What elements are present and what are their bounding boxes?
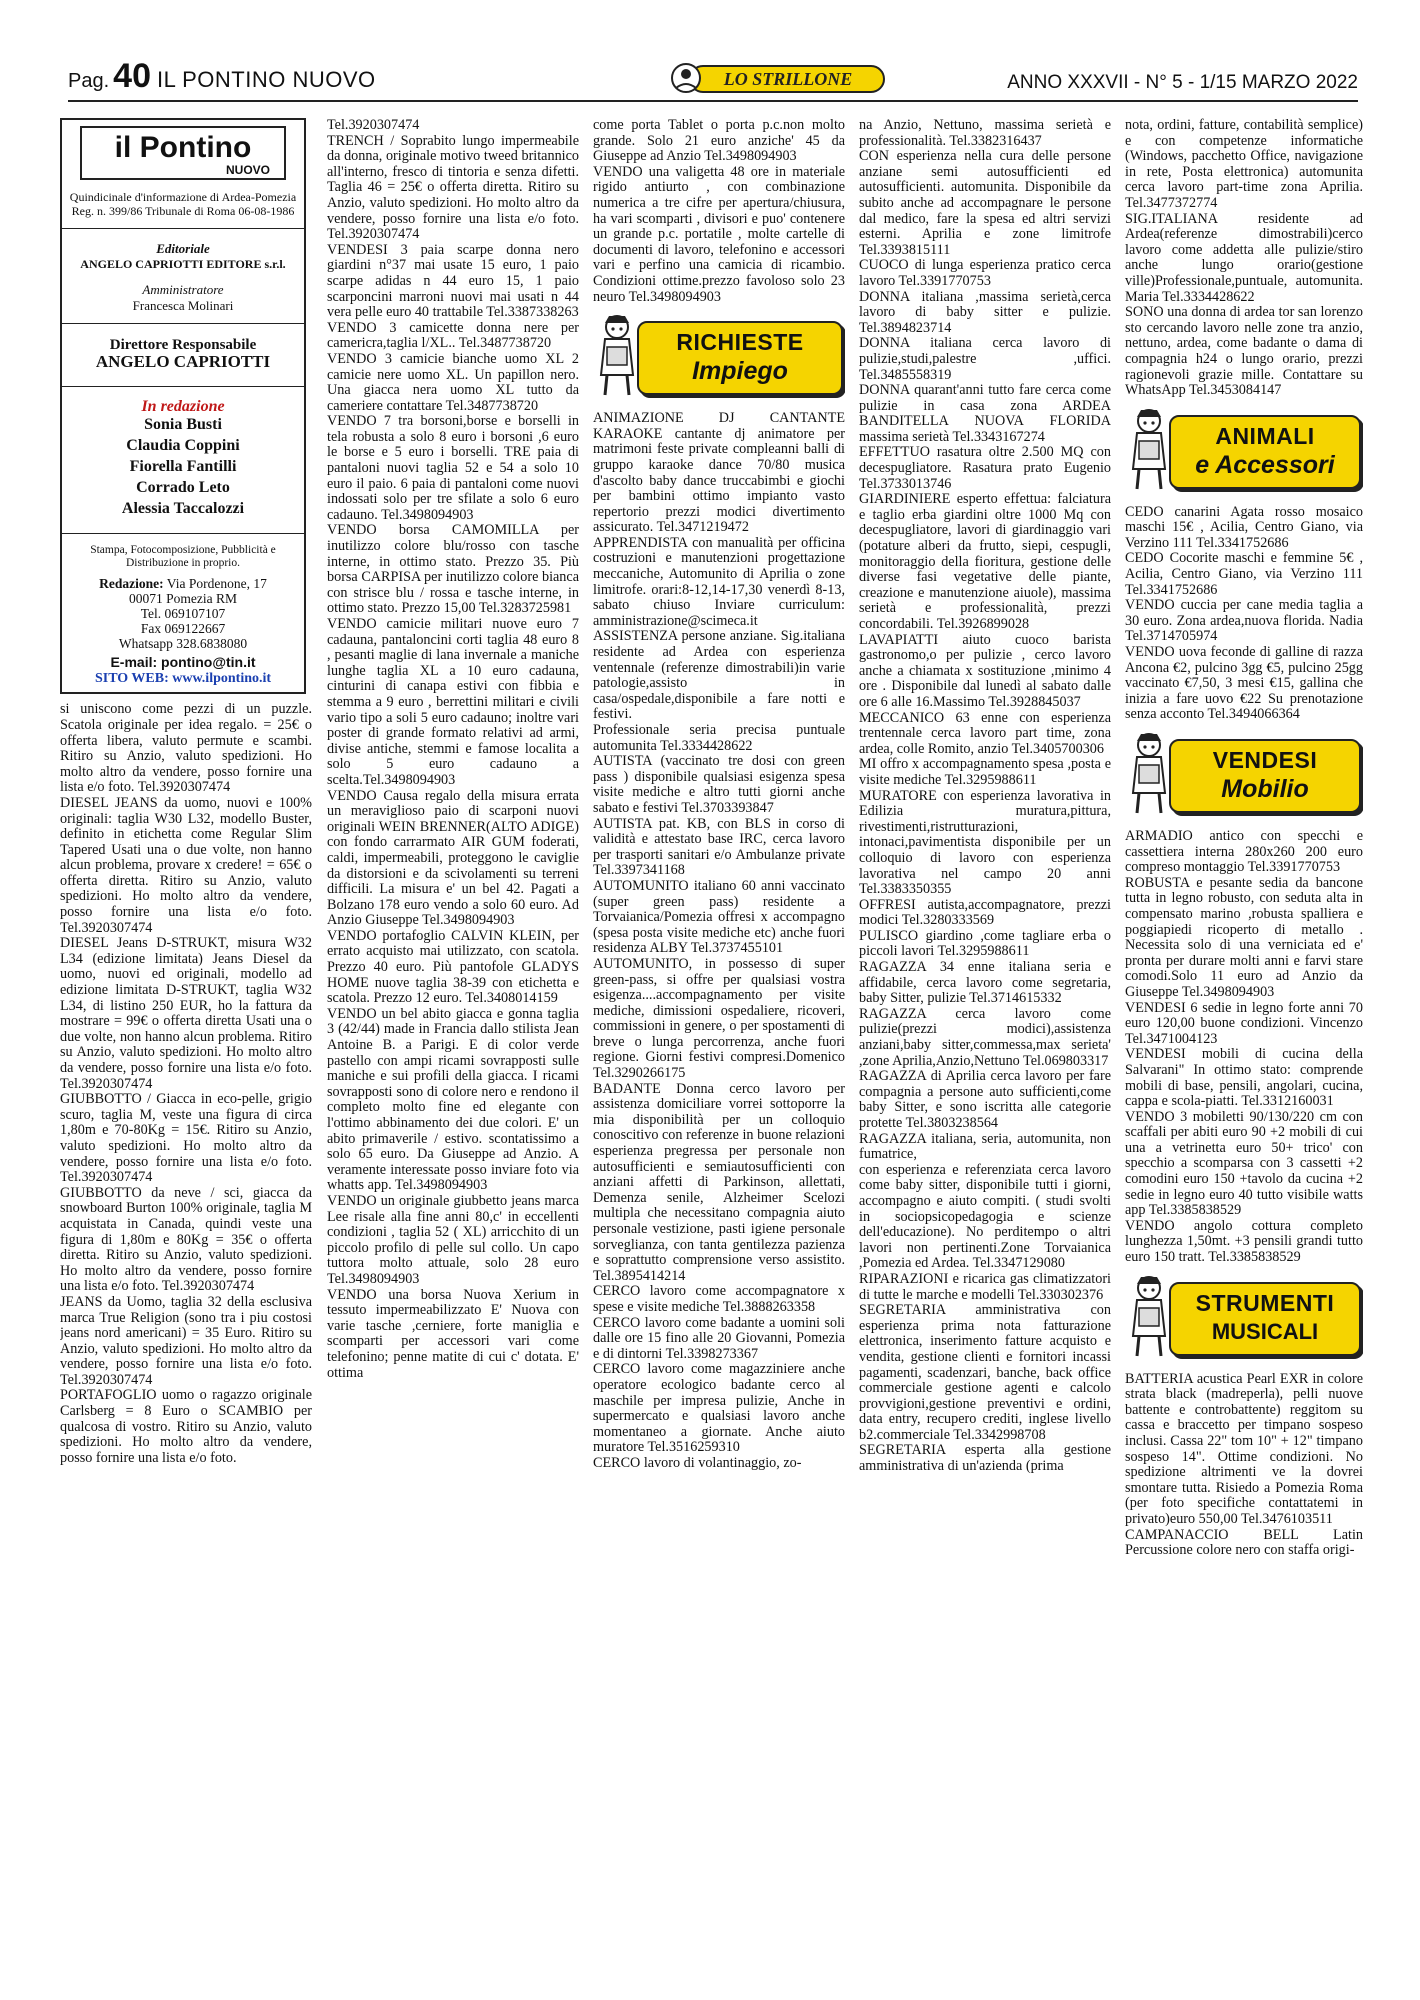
address-block bbox=[62, 576, 304, 651]
classified-ad: VENDO cuccia per cane media taglia a 30 euro. Zona ardea,nuova florida. Nadia Tel.3714705974 bbox=[1125, 597, 1363, 645]
newsboy-icon bbox=[1125, 405, 1171, 493]
issue-info: ANNO XXXVII - N° 5 - 1/15 MARZO 2022 bbox=[1007, 72, 1358, 93]
classified-ad: CERCO lavoro come badante a uomini soli dalle ore 15 fino alle 20 Giovanni, Pomezia e di dintorni Tel.3398273367 bbox=[593, 1314, 845, 1362]
fax: Fax 069122667 bbox=[140, 621, 226, 637]
classified-ad: JEANS da Uomo, taglia 32 della esclusiva marca True Religion (sono tra i piu costosi jeans nord americani) = 35 Euro. Ritiro su Anzio, valuto spedizioni. Ho molto altro da vendere, posso fornire una lista e/o foto. Tel.3920307474 bbox=[60, 1293, 312, 1388]
classified-ad: AUTISTA (vaccinato tre dosi con green pass ) disponibile qualsiasi esigenza spesa visite mediche e altro tutti giorni anche sabato e festivi Tel.3703393847 bbox=[593, 753, 845, 816]
page-header bbox=[68, 58, 1358, 102]
classified-ad: AUTISTA pat. KB, con BLS in corso di validità e attestato base IRC, cerca lavoro per trasporti sanitari e/o Ambulanze private Tel.3397341168 bbox=[593, 815, 845, 879]
section-header-animali bbox=[1125, 405, 1363, 497]
divider bbox=[62, 323, 304, 324]
classified-ad: VENDO 3 camicie bianche uomo XL 2 camicie nere uomo XL. Un papillon nero. Una giacca nera uomo XL tutto da cameriere contattare Tel.3487738720 bbox=[327, 350, 579, 414]
classified-ad: VENDO 7 tra borsoni,borse e borselli in tela robusta a solo 8 euro i borsoni ,6 euro le borse e 5 euro i borselli. TRE paia di pantaloni nuovi taglia 52 e 54 a solo 10 euro il paio. 6 paia di pantaloni come nuovi indossati solo per tre sfilate a solo 6 euro cadauno. Tel.3498094903 bbox=[327, 413, 579, 523]
masthead-description: Quindicinale d'informazione di Ardea-Pomezia Reg. n. 399/86 Tribunale di Roma 06-08-1986 bbox=[69, 190, 297, 218]
classified-ad: nota, ordini, fatture, contabilità semplice) e con competenze informatiche (Windows, pacchetto Office, navigazione in rete, Posta elettronica) automunita cerca lavoro part-time zona Aprilia. Tel.3477372774 bbox=[1125, 118, 1363, 211]
classified-ad: GIUBBOTTO / Giacca in eco-pelle, grigio scuro, taglia M, veste una figura di circa 1,80m e 70-80Kg = 15€. Ritiro su Anzio, valuto spedizioni. Ho molto altro da vendere, posso fornire una lista e/o foto. Tel.3920307474 bbox=[60, 1091, 312, 1186]
section-title: STRUMENTI bbox=[1195, 1289, 1335, 1316]
print-info: Stampa, Fotocomposizione, Pubblicità e Distribuzione in proprio. bbox=[90, 544, 276, 570]
section-title: VENDESI bbox=[1212, 747, 1318, 773]
classified-ad: PULISCO giardino ,come tagliare erba o piccoli lavori Tel.3295988611 bbox=[859, 927, 1111, 960]
classified-ad: DIESEL JEANS da uomo, nuovi e 100% originali: taglia W30 L32, modello Buster, definito in etichetta come Regular Slim Tapered Usati una o due volte, non hanno alcun problema, provare x credere! = 65€ o offerta diretta. Ritiro su Anzio, valuto spedizioni. Ho molto altro da vendere, posso fornire una lista e/o foto. Tel.3920307474 bbox=[60, 794, 312, 936]
redazione-member: Corrado Leto bbox=[136, 479, 230, 497]
classified-ad: VENDESI mobili di cucina della Salvarani" In ottimo stato: comprende mobili di base, pensili, angolari, cucina, cappa e scola-piatti. Tel.3312160031 bbox=[1125, 1046, 1363, 1110]
classified-ad: VENDO 3 mobiletti 90/130/220 cm con scaffali per abiti euro 90 +2 mobili di cui una a vetrinetta euro 50+ trico' con specchio a scomparsa con 3 cassetti +2 comodini euro 150 +tavolo da cucina +2 sedie in legno euro 40 tutto visibile watts app Tel.3385838529 bbox=[1125, 1108, 1363, 1219]
classified-ad: CAMPANACCIO BELL Latin Percussione colore nero con staffa origi- bbox=[1125, 1526, 1363, 1559]
classified-ad: VENDO borsa CAMOMILLA per inutilizzo colore blu/rosso con tasche interne, in ottimo stato. Prezzo 35. Più borsa CARPISA per inutilizzo colore bianca con strisce blu / rossa e tasche interne, in ottimo stato. Prezzo 15,00 Tel.3283725981 bbox=[327, 522, 579, 617]
section-subtitle: Impiego bbox=[692, 357, 788, 386]
divider bbox=[62, 228, 304, 229]
direttore-label: Direttore Responsabile bbox=[109, 337, 257, 354]
classified-ad: na Anzio, Nettuno, massima serietà e professionalità. Tel.3382316437 bbox=[859, 118, 1111, 149]
classified-ad: VENDO un originale giubbetto jeans marca Lee risale alla fine anni 80,c' in eccellenti condizioni , taglia 52 ( XL) arricchito di un piccolo profilo di pelle sul collo. Un capo tuttora molto attuale, solo 28 euro Tel.3498094903 bbox=[327, 1192, 579, 1287]
classified-ad: TRENCH / Soprabito lungo impermeabile da donna, originale motivo tweed britannico all'interno, fresco di tintoria e senza difetti. Taglia 46 = 25€ o offerta diretta. Ritiro su Anzio, valuto spedizioni. Ho molto altro da vendere, posso fornire una lista e/o foto. Tel.3920307474 bbox=[327, 132, 579, 243]
page-label: Pag. bbox=[68, 70, 110, 92]
classified-ad: DONNA italiana cerca lavoro di pulizie,studi,palestre ,uffici. Tel.3485558319 bbox=[859, 335, 1111, 383]
section-title: ANIMALI bbox=[1215, 422, 1315, 449]
address-label: Redazione: bbox=[99, 576, 164, 592]
direttore-name: ANGELO CAPRIOTTI bbox=[95, 351, 271, 371]
newsboy-icon bbox=[593, 311, 639, 399]
classified-ad: VENDO angolo cottura completo lunghezza 1,50mt. +3 pensili grandi tutto euro 150 tratt. Tel.3385838529 bbox=[1125, 1217, 1363, 1266]
classified-ad: con esperienza e referenziata cerca lavoro come baby sitter, disponibile tutti i giorni, accompagno e aiuto compiti. ( studi svolti in sociopsicopedagogia e scienze dell'educazione). No perditempo o altri lavori non pertinenti.Zone Torvaianica ,Pomezia ed Ardea. Tel.3347129080 bbox=[859, 1161, 1111, 1272]
classified-ad: GIARDINIERE esperto effettua: falciatura e taglio erba giardini oltre 1000 Mq con decespugliatore, lavori di giardinaggio vari (potature alberi da frutto, siepi, cespugli, monitoraggio della fioritura, gestione delle diverse fasi vegetative delle piante, creazione e manutenzione aiuole), massima serietà e professionalità, prezzi concordabili. Tel.3926899028 bbox=[859, 491, 1111, 632]
masthead-box bbox=[60, 118, 306, 694]
editoriale-name: ANGELO CAPRIOTTI EDITORE s.r.l. bbox=[80, 256, 286, 271]
classified-ad: APPRENDISTA con manualità per officina costruzioni e manutenzioni progettazione meccaniche, Automunito di Aprilia o zone limitrofe. orari:8-12,14-17,30 venerdì 8-13, sabato chiuso Inviare curriculum: amministrazione@scimeca.it bbox=[593, 534, 845, 629]
masthead-subtitle: NUOVO bbox=[225, 163, 270, 177]
masthead-title-box bbox=[80, 126, 286, 180]
divider bbox=[62, 533, 304, 534]
divider bbox=[62, 386, 304, 387]
classified-ad: MECCANICO 63 enne con esperienza trentennale cerca lavoro part time, zona ardea, colle Romito, anzio Tel.3405700306 bbox=[859, 709, 1111, 757]
section-header-strumenti-musicali bbox=[1125, 1272, 1363, 1364]
section-header-vendesi-mobilio bbox=[1125, 729, 1363, 821]
classified-ad: CUOCO di lunga esperienza pratico cerca lavoro Tel.3391770753 bbox=[859, 257, 1111, 289]
classified-ad: VENDO uova feconde di galline di razza Ancona €2, pulcino 3gg €5, pulcino 25gg vaccinato €7,50, 3 mesi €15, gallina che inizia a fare uovo €22 Su prenotazione senza acconto Tel.3494066364 bbox=[1125, 644, 1363, 723]
classified-ad: DONNA quarant'anni tutto fare cerca come pulizie in casa zona ARDEA BANDITELLA NUOVA FLORIDA massima serietà Tel.3343167274 bbox=[859, 382, 1111, 445]
classified-ad: AUTOMUNITO, in possesso di super green-pass, si offre per qualsiasi vostra esigenza....accompagnamento per visite mediche, dimissioni ospedaliere, ricoveri, commissioni in genere, o per spostamenti di breve o lunga percorrenza, anche fuori regione. Giorni festivi compresi.Domenico Tel.3290266175 bbox=[593, 955, 845, 1082]
column-2 bbox=[327, 118, 579, 1983]
masthead-title: il Pontino bbox=[114, 131, 252, 164]
classified-ad: RIPARAZIONI e ricarica gas climatizzatori di tutte le marche e modelli Tel.330302376 bbox=[859, 1270, 1111, 1303]
address: Via Pordenone, 17 bbox=[166, 576, 267, 592]
classified-ad: BADANTE Donna cerco lavoro per assistenza domiciliare vorrei sottoporre la mia disponibilità per un colloquio conoscitivo con referenze in buone relazioni esperienza pregressa per personale non autosufficienti e semiautosufficienti con anziani affetti di Parkinson, allettati, Demenza senile, Alzheimer Scelozi multipla che necessitano compagnia aiuto personale vestizione, pasti igiene personale sorveglianza, con tanta gentilezza pazienza e soprattutto comprensione verso assistito. Tel.3895414214 bbox=[593, 1080, 845, 1284]
classified-ad: AUTOMUNITO italiano 60 anni vaccinato (super green pass) residente a Torvaianica/Pomezia offresi x accompagno (spesa posta visite mediche etc) anche fuori residenza ALBY Tel.3737455101 bbox=[593, 877, 845, 957]
classified-ad: si uniscono come pezzi di un puzzle. Scatola originale per idea regalo. = 25€ o offerta libera, valuto permute e scambi. Ritiro su Anzio, valuto spedizioni. Ho molto altro da vendere, posso fornire una lista e/o foto. Tel.3920307474 bbox=[60, 701, 312, 796]
classified-ad: EFFETTUO rasatura oltre 2.500 MQ con decespugliatore. Rasatura prato Eugenio Tel.3733013746 bbox=[859, 444, 1111, 492]
classified-ad: CEDO canarini Agata rosso mosaico maschi 15€ , Acilia, Centro Giano, via Verzino 111 Tel.3341752686 bbox=[1125, 503, 1363, 551]
editoriale-block bbox=[62, 241, 304, 272]
classified-ad: RAGAZZA cerca lavoro come pulizie(prezzi modici),assistenza anziani,baby sitter,commessa,max serieta' ,zone Aprilia,Anzio,Nettuno Tel.069803317 bbox=[859, 1005, 1111, 1069]
section-panel bbox=[1169, 415, 1361, 489]
classified-ad: VENDESI 6 sedie in legno forte anni 70 euro 120,00 buone condizioni. Vincenzo Tel.3471004123 bbox=[1125, 999, 1363, 1047]
classified-ad: ARMADIO antico con specchi e cassettiera interna 280x260 200 euro compreso montaggio Tel.3391770753 bbox=[1125, 828, 1363, 876]
redazione-member: Alessia Taccalozzi bbox=[121, 500, 245, 518]
section-header-richieste-impiego bbox=[593, 311, 845, 403]
classified-ad: RAGAZZA italiana, seria, automunita, non fumatrice, bbox=[859, 1130, 1111, 1163]
section-title: RICHIESTE bbox=[676, 329, 804, 356]
classified-ad: VENDO una valigetta 48 ore in materiale rigido antiurto , con combinazione numerica a tre cifre per apertura/chiusura, ha vari scomparti , divisori e puo' contenere un grande p.c. portatile , molte cartelle di documenti di lavoro, telefonino e accessori vari e perfino una camicia di ricambio. Condizioni ottime.prezzo favoloso solo 23 neuro Tel.3498094903 bbox=[593, 163, 845, 305]
classified-ad: OFFRESI autista,accompagnatore, prezzi modici Tel.3280333569 bbox=[859, 896, 1111, 929]
classified-ad: PORTAFOGLIO uomo o ragazzo originale Carlsberg = 8 Euro o SCAMBIO per qualcosa di vostro. Ritiro su Anzio, valuto spedizioni. Ho molto altro da vendere, posso fornire una lista e/o foto. bbox=[60, 1387, 312, 1466]
classified-ad: come porta Tablet o porta p.c.non molto grande. Solo 21 euro anziche' 45 da Giuseppe ad Anzio Tel.3498094903 bbox=[593, 118, 845, 165]
lo-strillone-logo bbox=[666, 58, 888, 98]
column-3 bbox=[593, 118, 845, 1983]
classified-ad: BATTERIA acustica Pearl EXR in colore strata black (madreperla), pelli nuove battente e controbattente) reggitom su cassa e braccetto per timpano sospeso inclusi. Cassa 22" tom 10" + 12" timpano sospeso 14". Ottime condizioni. No spedizione altrimenti ve la dovrei smontare tutta. Risiedo a Pomezia Roma (per foto specifiche contattatemi in privato)euro 550,00 Tel.3476103511 bbox=[1125, 1370, 1363, 1527]
classified-ad: ANIMAZIONE DJ CANTANTE KARAOKE cantante dj animatore per matrimoni feste private compleanni balli di gruppo karaoke dance 70/80 musica d'ascolto baby dance truccabimbi e giochi per bambini ottimo impianto vasto repertorio prezzi modici divertimento assicurato. Tel.3471219472 bbox=[593, 410, 845, 536]
classified-ad: VENDO 3 camicette donna nere per camericra,taglia l/XL.. Tel.3487738720 bbox=[327, 319, 579, 352]
classified-ad: VENDO un bel abito giacca e gonna taglia 3 (42/44) made in Francia dallo stilista Jean Antoine B. a Parigi. E di color verde pastello con ampi ricami sovrapposti sulle maniche e sui profili della giacca. I ricami sovrapposti sono di colore nero e rendono il completo molto fine ed elegante con l'ottimo abbinamento dei due colori. E' un abito primaverile / estivo. scontatissimo a solo 65 euro. Da Giuseppe ad Anzio. A veramente interessate posso inviare foto via whatts app. Tel.3498094903 bbox=[327, 1005, 579, 1194]
page-number: 40 bbox=[113, 57, 151, 95]
telephone: Tel. 069107107 bbox=[140, 606, 226, 622]
classified-ad: RAGAZZA di Aprilia cerca lavoro per fare compagnia a persone auto sufficienti,come baby Sitter, e sono iscritta alle categorie protette Tel.3803238564 bbox=[859, 1068, 1111, 1131]
classified-ad: RAGAZZA 34 enne italiana seria e affidabile, cerca lavoro come segretaria, baby Sitter, pulizie Tel.3714615332 bbox=[859, 959, 1111, 1007]
redazione-label: In redazione bbox=[141, 397, 225, 415]
classified-ad: DONNA italiana ,massima serietà,cerca lavoro di baby sitter e pulizie. Tel.3894823714 bbox=[859, 288, 1111, 336]
classified-ad: CERCO lavoro come accompagnatore x spese e visite mediche Tel.3888263358 bbox=[593, 1283, 845, 1315]
classified-ad: GIUBBOTTO da neve / sci, giacca da snowboard Burton 100% originale, taglia M acquistata in Canada, quindi veste una figura di 1,80m e 80Kg = 35€ o offerta diretta. Ritiro su Anzio, valuto spedizioni. Ho molto altro da vendere, posso fornire una lista e/o foto. Tel.3920307474 bbox=[60, 1184, 312, 1295]
classified-ad: VENDO camicie militari nuove euro 7 cadauna, pantaloncini corti taglia 48 euro 8 , pesanti maglie di lana invernale a maniche lunghe taglia XL a 10 euro cadauna, cinturini di canapa estivi con fibbia e stemma a 9 euro , berrettini militari e civili vario tipo a soli 5 euro cadauno; inoltre vari poster di grande formato relativi ad armi, divise antiche, stemmi e famose localita a solo 5 euro cadauno a scelta.Tel.3498094903 bbox=[327, 616, 579, 788]
classified-ad: VENDO Causa regalo della misura errata un meraviglioso paio di scarponi nuovi originali WEIN BRENNER(ALTO ADIGE) con fondo carrarmato AIR GUM foderati, caldi, impermeabili, proteggono le caviglie da distorsioni e da scivolamenti su terreni difficili. La misura e' un bel 42. Pagati a Bolzano 178 euro vendo a solo 60 euro. Ad Anzio Giuseppe Tel.3498094903 bbox=[327, 787, 579, 929]
redazione-member: Claudia Coppini bbox=[126, 437, 240, 455]
section-subtitle: e Accessori bbox=[1195, 450, 1335, 479]
classified-ad: VENDO una borsa Nuova Xerium in tessuto impermeabilizzato E' Nuova con varie tasche ,cerniere, forte maniglia e scomparti per accessori vari come telefonino; penne matite di cui c' dotata. E' ottima bbox=[327, 1286, 579, 1381]
classified-ad: DIESEL Jeans D-STRUKT, misura W32 L34 (edizione limitata) Jeans Diesel da uomo, nuovi ed originali, modello ad edizione limitata D-STRUKT, taglia W32 L34, di listino 250 EUR, ho la fattura da mostrare = 99€ o offerta diretta Usati una o due volte, non hanno alcun problema. Ritiro su Anzio, valuto spedizioni. Ho molto altro da vendere, posso fornire una lista e/o foto. Tel.3920307474 bbox=[60, 935, 312, 1092]
email: E-mail: pontino@tin.it bbox=[110, 654, 256, 671]
classified-ad: SONO una donna di ardea tor san lorenzo sto cercando lavoro nelle zone tra anzio, nettuno, ardea, come badante o dama di compagnia h24 o lungo orario, prezzi ragionevoli grazie mille. Contattare su WhatsApp Tel.3453084147 bbox=[1125, 304, 1363, 399]
classified-ad: VENDESI 3 paia scarpe donna nero giardini n°37 mai usate 15 euro, 1 paio scarpe adidas n 44 euro 15, 1 paio scarponcini marroni nuovi mai usati n 44 vera pelle euro 40 trattabile Tel.3387338263 bbox=[327, 241, 579, 321]
classified-ad: MURATORE con esperienza lavorativa in Edilizia muratura,pittura, rivestimenti,ristrutturazioni, intonaci,pavimentista disponibile per un colloquio di lavoro con esperienza lavorativa nel campo 20 anni Tel.3383350355 bbox=[859, 787, 1111, 898]
redazione-block bbox=[62, 399, 304, 520]
classified-ad: SIG.ITALIANA residente ad Ardea(referenze dimostrabili)cerco lavoro come addetta alle pulizie/stiro anche lungo orario(gestione ville)Professionale,puntuale, automunita. Maria Tel.3334428622 bbox=[1125, 210, 1363, 305]
newsboy-icon bbox=[1125, 1272, 1171, 1360]
classified-ad: VENDO portafoglio CALVIN KLEIN, per errato acquisto mai utilizzato, con scatola. Prezzo 40 euro. Più pantofole GLADYS HOME nuove taglia 38-39 con etichetta e scatola. Prezzo 12 euro. Tel.3408014159 bbox=[327, 927, 579, 1007]
classified-ad: CERCO lavoro come magazziniere anche operatore ecologico badante cerco al maschile per impresa pulizie, Anche in supermercato e qualsiasi lavoro anche momentaneo a giornate. Anche aiuto muratore Tel.3516259310 bbox=[593, 1361, 845, 1456]
classified-ad: SEGRETARIA amministrativa con esperienza prima nota fatturazione elettronica, inserimento fatture acquisto e vendita, gestione clienti e fornitori incassi pagamenti, scadenzari, banche, back office commerciale gestione agenti e calcolo provvigioni,gestione preventivi e ordini, data entry, recupero crediti, inglese livello b2.commerciale Tel.3342998708 bbox=[859, 1302, 1111, 1443]
column-5 bbox=[1125, 118, 1363, 1983]
section-panel bbox=[1169, 1282, 1361, 1356]
website: SITO WEB: www.ilpontino.it bbox=[94, 670, 272, 686]
direttore-block bbox=[62, 338, 304, 369]
newsboy-icon bbox=[1125, 729, 1171, 817]
classified-ad: ASSISTENZA persone anziane. Sig.italiana residente ad Ardea con esperienza ventennale (referenze dimostrabili)in varie patologie,assisto in casa/ospedale,disponibile a fare notti e festivi. bbox=[593, 628, 845, 723]
classified-ad: CERCO lavoro di volantinaggio, zo- bbox=[593, 1454, 802, 1471]
redazione-member: Fiorella Fantilli bbox=[129, 458, 237, 476]
header-left bbox=[68, 57, 376, 96]
column-1 bbox=[60, 118, 312, 1983]
logo-text: LO STRILLONE bbox=[723, 69, 853, 89]
classified-ad: CEDO Cocorite maschi e femmine 5€ , Acilia, Centro Giano, via Verzino 111 Tel.3341752686 bbox=[1125, 550, 1363, 598]
redazione-member: Sonia Busti bbox=[144, 416, 222, 434]
city: 00071 Pomezia RM bbox=[129, 591, 237, 607]
editoriale-label: Editoriale bbox=[156, 241, 210, 256]
classified-ad: ROBUSTA e pesante sedia da bancone tutta in legno robusto, con seduta alta in compensato marino ,robusta spalliera e poggiapiedi ricoperto di metallo . Necessita solo di una verniciata ed e' pronta per durare molti anni e farvi stare comodi.Solo 11 euro ad Anzio da Giuseppe Tel.3498094903 bbox=[1125, 874, 1363, 1000]
column-4 bbox=[859, 118, 1111, 1983]
amministratore-name: Francesca Molinari bbox=[132, 297, 234, 313]
section-subtitle: Mobilio bbox=[1221, 775, 1309, 803]
newspaper-name: IL PONTINO NUOVO bbox=[156, 67, 376, 92]
section-subtitle: MUSICALI bbox=[1211, 1318, 1319, 1344]
classified-ad: MI offro x accompagnamento spesa ,posta e visite mediche Tel.3295988611 bbox=[859, 756, 1111, 788]
classified-ad: Professionale seria precisa puntuale automunita Tel.3334428622 bbox=[593, 722, 845, 754]
section-panel bbox=[637, 321, 843, 395]
amministratore-block bbox=[62, 282, 304, 313]
classified-ad: CON esperienza nella cura delle persone anziane semi autosufficienti ed autosufficienti. automunita. Disponibile da subito anche ad accompagnare le persone dal medico, fare la spesa ed altri servizi esterni. Aprilia e zone limitrofe Tel.3393815111 bbox=[859, 148, 1111, 258]
whatsapp: Whatsapp 328.6838080 bbox=[118, 636, 248, 652]
amministratore-label: Amministratore bbox=[142, 282, 224, 298]
classified-ad: Tel.3920307474 bbox=[327, 118, 420, 133]
classified-ad: LAVAPIATTI aiuto cuoco barista gastronomo,o per pulizie , cerco lavoro anche a chiamata x sostituzione ,minimo 4 ore . Disponibile dal lunedì al sabato dalle ore 6 alle 16.Massimo Tel.3928845037 bbox=[859, 631, 1111, 710]
section-panel bbox=[1169, 739, 1361, 813]
classified-ad: SEGRETARIA esperta alla gestione amministrativa di un'azienda (prima bbox=[859, 1442, 1111, 1475]
